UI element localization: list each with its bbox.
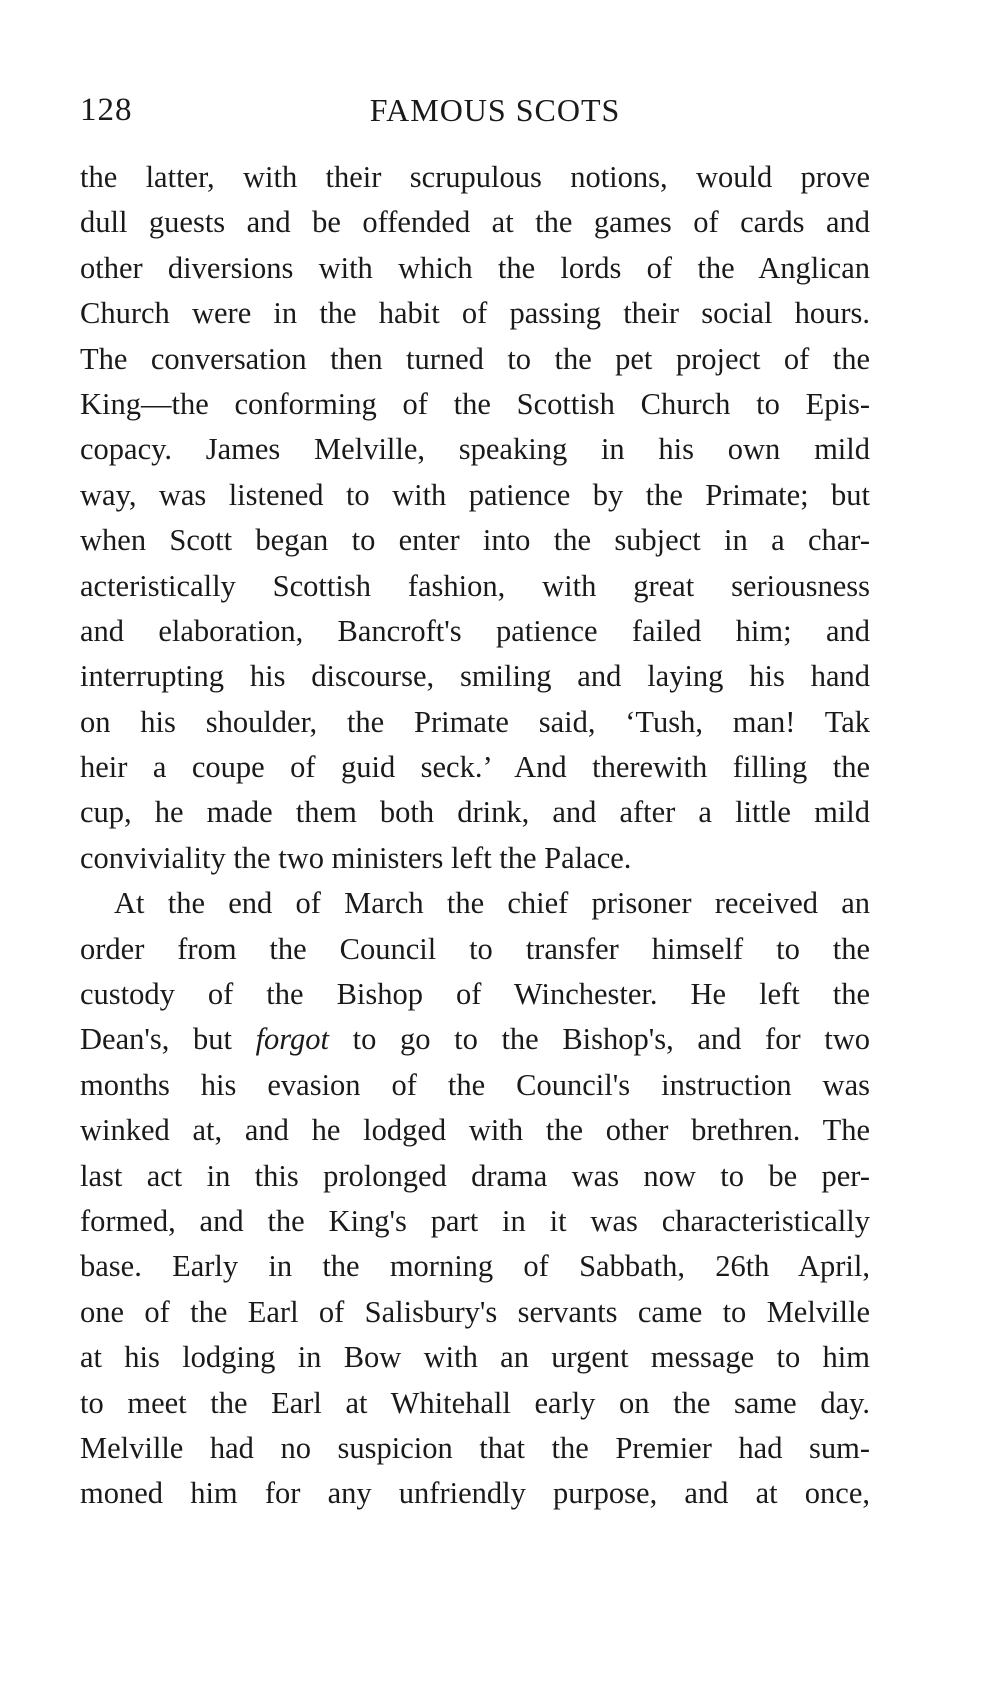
text-line: heir a coupe of guid seck.’ And therewith filling the bbox=[80, 750, 870, 785]
text-line: Melville had no suspicion that the Premier had sum- bbox=[80, 1430, 870, 1465]
text-line: moned him for any unfriendly purpose, and at once, bbox=[80, 1476, 870, 1511]
text-line: winked at, and he lodged with the other brethren. The bbox=[80, 1113, 870, 1148]
text-line: on his shoulder, the Primate said, ‘Tush, man! Tak bbox=[80, 704, 870, 739]
text-line: dull guests and be offended at the games of cards and bbox=[80, 205, 870, 240]
text-line: cup, he made them both drink, and after a little mild bbox=[80, 795, 870, 830]
italic-word: forgot bbox=[255, 1022, 329, 1057]
text-line: months his evasion of the Council's instruction was bbox=[80, 1067, 870, 1102]
text-line: when Scott began to enter into the subject in a char- bbox=[80, 523, 870, 558]
text-line: the latter, with their scrupulous notions, would prove bbox=[80, 160, 870, 194]
text-line: to meet the Earl at Whitehall early on the same day. bbox=[80, 1385, 870, 1420]
running-head bbox=[80, 92, 870, 142]
paragraph-2 bbox=[80, 881, 870, 1516]
text-line: last act in this prolonged drama was now to be per- bbox=[80, 1158, 870, 1193]
text-segment: to go to the Bishop's, and for two bbox=[329, 1022, 870, 1057]
text-line: The conversation then turned to the pet project of the bbox=[80, 341, 870, 376]
text-line: interrupting his discourse, smiling and laying his hand bbox=[80, 659, 870, 694]
text-line: order from the Council to transfer himself to the bbox=[80, 931, 870, 966]
text-line: King—the conforming of the Scottish Church to Epis- bbox=[80, 386, 870, 421]
text-line: at his lodging in Bow with an urgent message to him bbox=[80, 1340, 870, 1375]
body-text bbox=[80, 155, 870, 1517]
text-line: Church were in the habit of passing their social hours. bbox=[80, 296, 870, 331]
text-line: way, was listened to with patience by the Primate; but bbox=[80, 477, 870, 512]
text-line: conviviality the two ministers left the Palace. bbox=[80, 840, 632, 875]
text-line: other diversions with which the lords of the Anglican bbox=[80, 250, 870, 285]
paragraph-1 bbox=[80, 155, 870, 881]
text-segment: Dean's, but bbox=[80, 1022, 256, 1057]
page-number: 128 bbox=[80, 92, 133, 128]
text-line: custody of the Bishop of Winchester. He left the bbox=[80, 977, 870, 1012]
text-line: and elaboration, Bancroft's patience failed him; and bbox=[80, 613, 870, 648]
text-line bbox=[80, 1017, 870, 1062]
text-line: copacy. James Melville, speaking in his own mild bbox=[80, 432, 870, 467]
text-line: one of the Earl of Salisbury's servants came to Melville bbox=[80, 1294, 870, 1329]
text-line: formed, and the King's part in it was characteristically bbox=[80, 1203, 870, 1238]
text-line: acteristically Scottish fashion, with great seriousness bbox=[80, 568, 870, 603]
text-line: base. Early in the morning of Sabbath, 26th April, bbox=[80, 1249, 870, 1284]
running-title: FAMOUS SCOTS bbox=[369, 92, 621, 128]
text-line: At the end of March the chief prisoner received an bbox=[114, 886, 870, 921]
